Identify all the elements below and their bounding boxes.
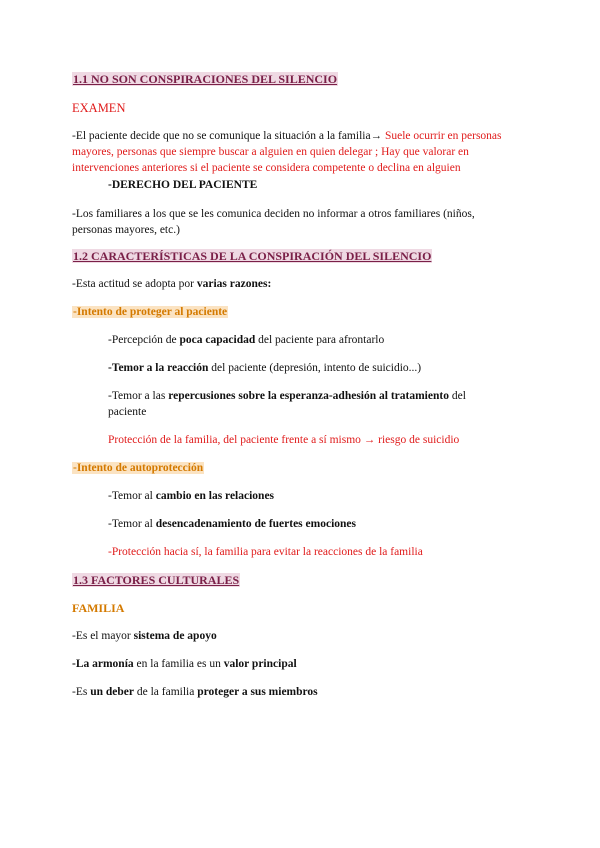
section-3-title: 1.3 FACTORES CULTURALES — [73, 573, 240, 587]
familia-heading: FAMILIA — [72, 601, 125, 615]
paragraph-1-line-2: mayores, personas que siempre buscar a alguien en quien delegar ; Hay que valorar en — [72, 146, 469, 158]
examen-label: EXAMEN — [72, 101, 126, 115]
repercusiones-line-1: -Temor a las repercusiones sobre la esperanza-adhesión al tratamiento del — [108, 390, 466, 402]
derecho-paciente: -DERECHO DEL PACIENTE — [108, 179, 258, 191]
actitud-line: -Esta actitud se adopta por varias razones: — [72, 278, 272, 290]
paragraph-2-line-2: personas mayores, etc.) — [72, 224, 180, 236]
section-1-title: 1.1 NO SON CONSPIRACIONES DEL SILENCIO — [73, 72, 338, 86]
paragraph-1-line-1: -El paciente decide que no se comunique la situación a la familia→ Suele ocurrir en personas — [72, 130, 502, 142]
paragraph-2-line-1: -Los familiares a los que se les comunica deciden no informar a otros familiares (niños, — [72, 208, 475, 220]
armonia-line: -La armonía en la familia es un valor principal — [72, 658, 297, 670]
sistema-apoyo-line: -Es el mayor sistema de apoyo — [72, 630, 217, 642]
intento-autoproteccion-heading: -Intento de autoprotección — [73, 462, 204, 474]
repercusiones-line-2: paciente — [108, 406, 147, 418]
intento-proteger-heading: -Intento de proteger al paciente — [73, 306, 228, 318]
section-2-title: 1.2 CARACTERÍSTICAS DE LA CONSPIRACIÓN DEL SILENCIO — [73, 249, 432, 263]
paragraph-1-line-3: intervenciones anteriores si el paciente se considera competente o declina en alguien — [72, 162, 461, 174]
proteccion-familia-line: Protección de la familia, del paciente frente a sí mismo → riesgo de suicidio — [108, 434, 460, 446]
percepcion-line: -Percepción de poca capacidad del paciente para afrontarlo — [108, 334, 385, 346]
deber-line: -Es un deber de la familia proteger a sus miembros — [72, 686, 318, 698]
proteccion-hacia-si-line: -Protección hacia sí, la familia para evitar la reacciones de la familia — [108, 546, 423, 558]
desencadenamiento-line: -Temor al desencadenamiento de fuertes emociones — [108, 518, 356, 530]
cambio-relaciones-line: -Temor al cambio en las relaciones — [108, 490, 275, 502]
temor-reaccion-line: -Temor a la reacción del paciente (depresión, intento de suicidio...) — [108, 362, 422, 374]
